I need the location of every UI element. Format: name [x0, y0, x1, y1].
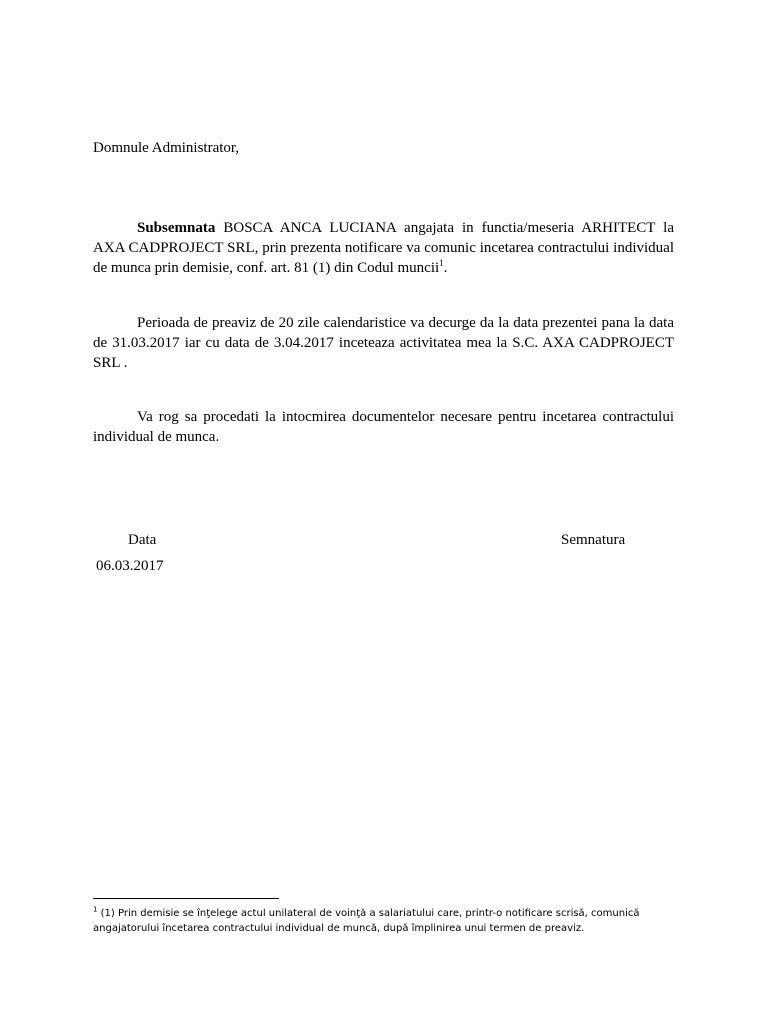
footnote-reference: 1	[439, 258, 444, 268]
paragraph-resignation	[93, 218, 674, 278]
lead-word: Subsemnata	[137, 220, 216, 236]
footnote	[93, 906, 673, 936]
paragraph-request: Va rog sa procedati la intocmirea documentelor necesare pentru incetarea contractului individual de munca.	[93, 409, 674, 445]
paragraph-resignation-text: BOSCA ANCA LUCIANA angajata in functia/meseria ARHITECT la AXA CADPROJECT SRL, prin prezenta notificare va comunic incetarea contractului individual de munca prin demisie, conf. art. 81 (1) din Codul muncii	[93, 220, 674, 276]
salutation: Domnule Administrator,	[93, 140, 240, 156]
paragraph-resignation-end: .	[443, 260, 448, 276]
footnote-text: (1) Prin demisie se înţelege actul unilateral de voinţă a salariatului care, printr-o notificare scrisă, comunică angajatorului încetarea contractului individual de muncă, după împlinirea unui termen de preaviz.	[93, 908, 640, 934]
paragraph-notice-period: Perioada de preaviz de 20 zile calendaristice va decurge da la data prezentei pana la data de 31.03.2017 iar cu data de 3.04.2017 inceteaza activitatea mea la S.C. AXA CADPROJECT SRL .	[93, 315, 674, 371]
date-value: 06.03.2017	[96, 558, 164, 574]
footnote-marker: 1	[93, 905, 98, 914]
date-label: Data	[128, 532, 157, 548]
footnote-separator	[93, 898, 279, 899]
signature-label: Semnatura	[561, 532, 626, 548]
